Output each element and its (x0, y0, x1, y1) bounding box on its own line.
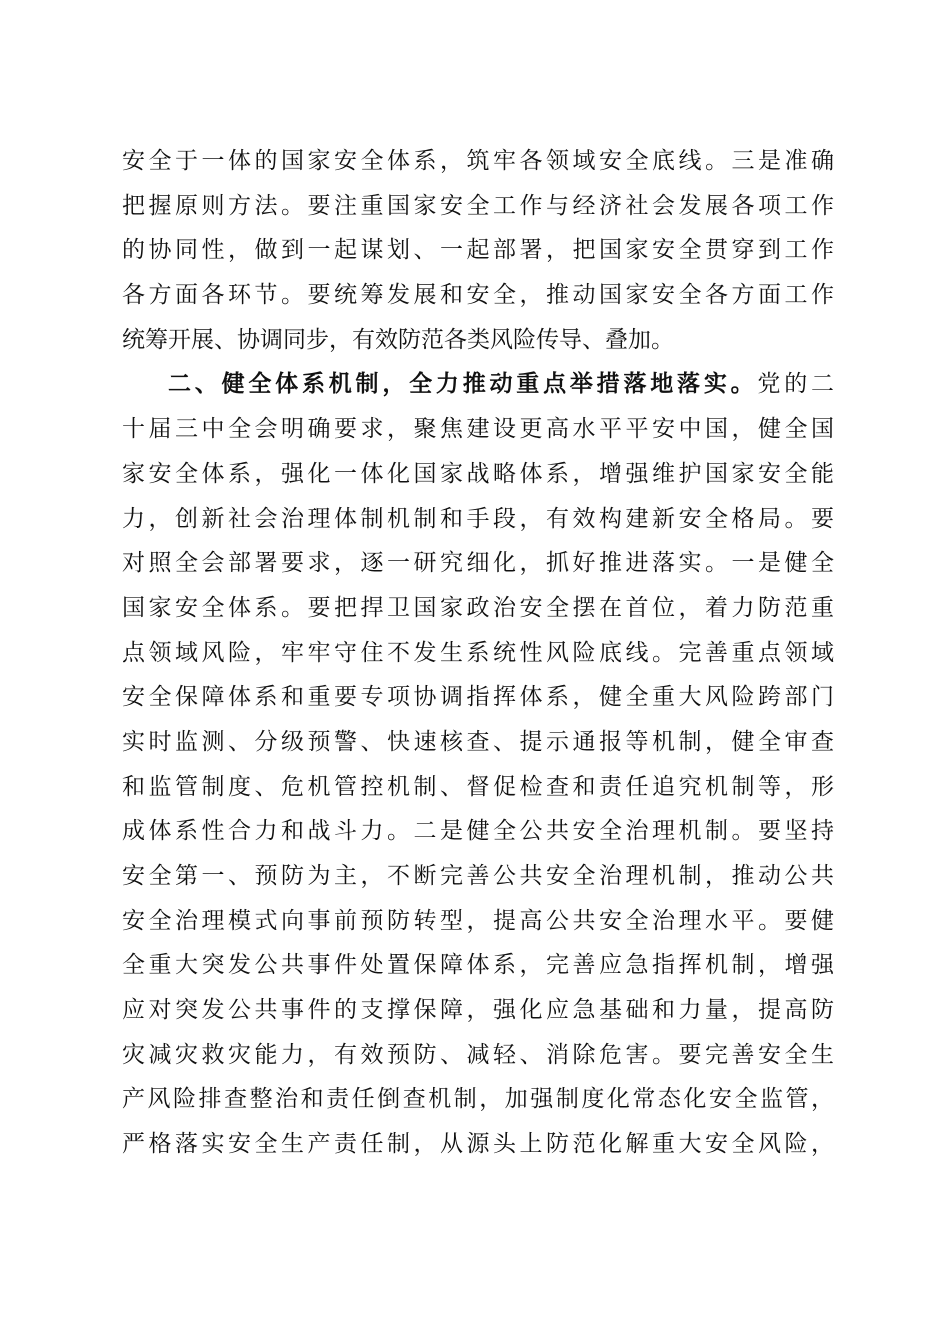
text-segment: 党的二 (757, 371, 835, 398)
text-line: 各方面各环节。要统筹发展和安全，推动国家安全各方面工作 (122, 282, 834, 309)
text-line: 对照全会部署要求，逐一研究细化，抓好推进落实。一是健全 (122, 550, 834, 577)
text-line: 严格落实安全生产责任制，从源头上防范化解重大安全风险， (122, 1131, 834, 1158)
text-line: 点领域风险，牢牢守住不发生系统性风险底线。完善重点领域 (122, 639, 834, 666)
text-line: 应对突发公共事件的支撑保障，强化应急基础和力量，提高防 (122, 997, 834, 1024)
text-line: 实时监测、分级预警、快速核查、提示通报等机制，健全审查 (122, 728, 834, 755)
paragraph-2 (122, 362, 834, 1166)
text-line: 的协同性，做到一起谋划、一起部署，把国家安全贯穿到工作 (122, 237, 834, 264)
text-line: 力，创新社会治理体制机制和手段，有效构建新安全格局。要 (122, 505, 834, 532)
text-line: 产风险排查整治和责任倒查机制，加强制度化常态化安全监管， (122, 1086, 834, 1113)
text-line: 成体系性合力和战斗力。二是健全公共安全治理机制。要坚持 (122, 818, 834, 845)
text-line: 十届三中全会明确要求，聚焦建设更高水平平安中国，健全国 (122, 416, 834, 443)
section-heading: 二、健全体系机制，全力推动重点举措落地落实。 (168, 370, 758, 398)
paragraph-1 (122, 139, 834, 362)
text-line: 家安全体系，强化一体化国家战略体系，增强维护国家安全能 (122, 460, 834, 487)
text-line: 安全治理模式向事前预防转型，提高公共安全治理水平。要健 (122, 907, 834, 934)
text-line: 灾减灾救灾能力，有效预防、减轻、消除危害。要完善安全生 (122, 1041, 834, 1068)
text-line: 国家安全体系。要把捍卫国家政治安全摆在首位，着力防范重 (122, 594, 834, 621)
document-body (122, 139, 834, 1167)
text-line: 把握原则方法。要注重国家安全工作与经济社会发展各项工作 (122, 192, 834, 219)
text-line: 和监管制度、危机管控机制、督促检查和责任追究机制等，形 (122, 773, 834, 800)
paragraph-2-first-line (122, 362, 834, 407)
text-line: 安全保障体系和重要专项协调指挥体系，健全重大风险跨部门 (122, 684, 834, 711)
text-line: 全重大突发公共事件处置保障体系，完善应急指挥机制，增强 (122, 952, 834, 979)
text-line: 安全于一体的国家安全体系，筑牢各领域安全底线。三是准确 (122, 148, 834, 174)
text-line: 统筹开展、协调同步，有效防范各类风险传导、叠加。 (122, 326, 674, 353)
text-line: 安全第一、预防为主，不断完善公共安全治理机制，推动公共 (122, 863, 834, 889)
